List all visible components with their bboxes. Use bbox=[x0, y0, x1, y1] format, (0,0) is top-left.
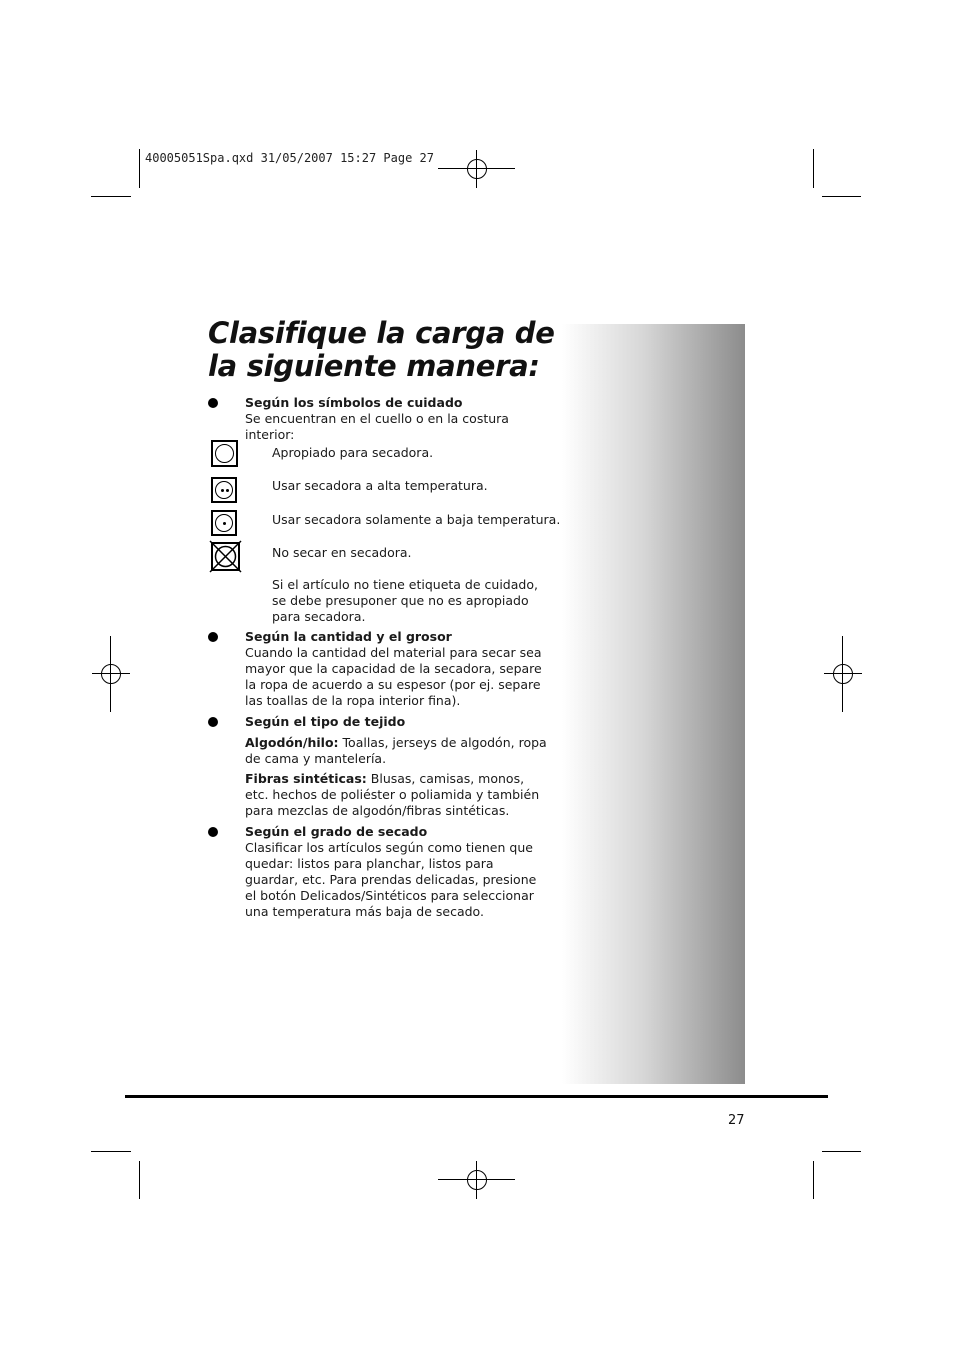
crop-mark bbox=[813, 149, 814, 188]
section-heading: Según los símbolos de cuidado bbox=[245, 395, 463, 410]
registration-line bbox=[438, 1179, 515, 1180]
fabric-cotton-paragraph bbox=[245, 735, 555, 767]
bullet-icon bbox=[208, 827, 218, 837]
registration-line bbox=[110, 636, 111, 712]
symbol-description: Apropiado para secadora. bbox=[272, 445, 434, 460]
fabric-label: Algodón/hilo: bbox=[245, 735, 339, 750]
registration-mark-icon bbox=[458, 150, 496, 188]
fabric-label: Fibras sintéticas: bbox=[245, 771, 367, 786]
page-number: 27 bbox=[728, 1113, 745, 1128]
crop-mark bbox=[91, 196, 131, 197]
tumble-dry-icon bbox=[211, 440, 238, 467]
registration-mark-icon bbox=[824, 655, 862, 693]
page-title: Clasifique la carga de la siguiente manera: bbox=[208, 316, 555, 383]
registration-mark-icon bbox=[92, 655, 130, 693]
crop-mark bbox=[813, 1161, 814, 1199]
symbol-description: Usar secadora solamente a baja temperatura. bbox=[272, 512, 561, 527]
fabric-synthetic-paragraph bbox=[245, 771, 545, 819]
fabric-text: Toallas, jerseys de algodón, ropa de cama y mantelería. bbox=[245, 735, 547, 766]
section-heading: Según la cantidad y el grosor bbox=[245, 629, 452, 644]
bullet-icon bbox=[208, 632, 218, 642]
tumble-dry-low-icon bbox=[211, 510, 237, 536]
section-body: Cuando la cantidad del material para secar sea mayor que la capacidad de la secadora, separe la ropa de acuerdo a su espesor (por ej. separe las toallas de la ropa interior fina). bbox=[245, 645, 542, 708]
crop-mark bbox=[822, 196, 861, 197]
side-gradient-panel bbox=[562, 324, 745, 1084]
bullet-icon bbox=[208, 398, 218, 408]
symbol-description: Usar secadora a alta temperatura. bbox=[272, 478, 488, 493]
do-not-tumble-dry-icon bbox=[209, 540, 242, 573]
tumble-dry-high-icon bbox=[211, 477, 237, 503]
crop-mark bbox=[139, 149, 140, 188]
print-slug: 40005051Spa.qxd 31/05/2007 15:27 Page 27 bbox=[145, 151, 434, 165]
section-heading: Según el tipo de tejido bbox=[245, 714, 406, 729]
registration-line bbox=[842, 636, 843, 712]
section-intro: Se encuentran en el cuello o en la costura interior: bbox=[245, 411, 509, 442]
symbol-description: No secar en secadora. bbox=[272, 545, 412, 560]
fabric-text: Blusas, camisas, monos, etc. hechos de poliéster o poliamida y también para mezclas de algodón/fibras sintéticas. bbox=[245, 771, 540, 818]
registration-line bbox=[438, 168, 515, 169]
section-heading: Según el grado de secado bbox=[245, 824, 428, 839]
crop-mark bbox=[91, 1151, 131, 1152]
crop-mark bbox=[139, 1161, 140, 1199]
care-label-note: Si el artículo no tiene etiqueta de cuidado, se debe presuponer que no es apropiado para secadora. bbox=[272, 577, 538, 624]
crop-mark bbox=[822, 1151, 861, 1152]
bullet-icon bbox=[208, 717, 218, 727]
footer-rule bbox=[125, 1095, 828, 1098]
section-body: Clasificar los artículos según como tienen que quedar: listos para planchar, listos para guardar, etc. Para prendas delicadas, presione el botón Delicados/Sintéticos para seleccionar una temperatura más baja de secado. bbox=[245, 840, 537, 919]
registration-mark-icon bbox=[458, 1161, 496, 1199]
